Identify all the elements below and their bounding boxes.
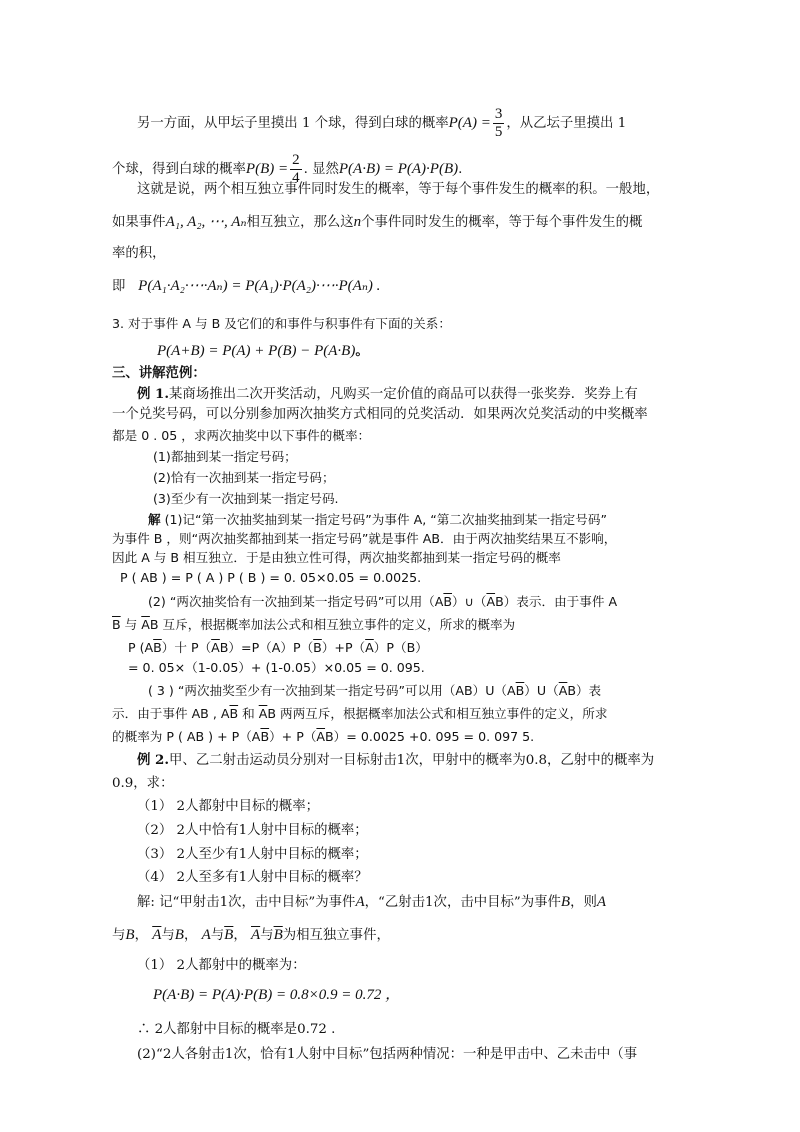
intro-text: . 显然: [303, 162, 339, 177]
event-b: B: [174, 927, 184, 943]
solution-text: 的概率为 P ( AB ) + P（A: [112, 729, 261, 744]
formula-pb: P(B) =: [245, 161, 289, 177]
solution-text: B 互斥，根据概率加法公式和相互独立事件的定义，所求的概率为: [149, 617, 516, 632]
sol2-formula: P(A·B) = P(A)·P(B) = 0.8×0.9 = 0.72 ，: [153, 987, 401, 1003]
solution-text: ，: [233, 928, 247, 943]
intro-text: .: [458, 162, 463, 177]
event-b: B: [125, 927, 135, 943]
solution-text: ）十 P（: [161, 640, 212, 655]
sol2-line-3: （1） 2人都射中的概率为：: [137, 958, 306, 973]
intro-line-1: [137, 106, 626, 141]
sol2-line-1: [137, 893, 606, 912]
sol1-line-1: [148, 511, 607, 529]
solution-text: B）= 0.0025 +0. 095 = 0. 097 5.: [325, 729, 535, 744]
complement-a: $\overline{A}$: [258, 706, 268, 721]
complement-a: $\overline{A}$: [152, 927, 162, 943]
solution-text: 示．由于事件 AB , A: [112, 706, 230, 721]
sol1-line-8: = 0. 05×（1-0.05）+ (1-0.05）×0.05 = 0. 095.: [128, 660, 425, 675]
sol1-line-9: [148, 682, 601, 700]
example-1-label: 例 1.: [137, 386, 170, 402]
solution-text: ，: [183, 928, 198, 943]
complement-a: $\overline{A}$: [486, 594, 496, 609]
solution-text: 与: [112, 928, 126, 943]
solution-text: 为相互独立事件，: [282, 928, 390, 943]
solution-text: 和: [238, 706, 259, 721]
complement-b: $\overline{B}$: [273, 927, 283, 943]
intro-line-6: [112, 277, 380, 296]
sol2-line-6: (2)“2人各射击1次，恰有1人射中目标”包括两种情况：一种是甲击中、乙未击中（事: [137, 1047, 638, 1062]
complement-b: $\overline{B}$: [229, 706, 239, 721]
solution-text: 与: [260, 928, 274, 943]
solution-text: B）表示．由于事件 A: [495, 594, 618, 609]
solution-text: ，“乙射击1次，击中目标”为事件: [364, 895, 561, 910]
solution-text: ，则: [570, 895, 597, 910]
solution-text: ）∪（: [452, 594, 487, 609]
intro-line-3: 这就是说，两个相互独立事件同时发生的概率，等于每个事件发生的概率的积。一般地，: [137, 182, 660, 197]
complement-b: $\overline{B}$: [260, 729, 270, 744]
intro-text: 个事件同时发生的概率，等于每个事件发生的概: [361, 215, 643, 230]
formula-product-rule: P(A₁·A₂·⋯·Aₙ) = P(A₁)·P(A₂)·⋯·P(Aₙ) .: [138, 278, 381, 294]
numerator: 2: [292, 152, 300, 168]
rule-3-tail: 。: [355, 343, 369, 359]
complement-b: $\overline{B}$: [224, 927, 234, 943]
numerator: 3: [494, 106, 503, 122]
complement-a: $\overline{A}$: [141, 617, 150, 632]
solution-text: B 两两互斥，根据概率加法公式和相互独立事件的定义，所求: [267, 706, 608, 721]
rule-3-formula: [157, 342, 369, 361]
event-a: A: [201, 927, 211, 943]
ex1-line-1: [137, 385, 638, 404]
intro-text: 如果事件: [112, 215, 166, 230]
complement-a: $\overline{A}$: [211, 640, 220, 655]
complement-a: $\overline{A}$: [316, 729, 326, 744]
example-text: 某商场推出二次开奖活动，凡购买一定价值的商品可以获得一张奖券．奖券上有: [169, 387, 638, 402]
fraction-3-5: [493, 106, 505, 141]
event-b: B: [560, 894, 571, 910]
complement-b: $\overline{B}$: [112, 617, 121, 632]
solution-text: 与: [210, 928, 225, 943]
intro-text: 个球，得到白球的概率: [112, 162, 246, 177]
sol1-line-6: [112, 616, 515, 634]
solution-text: 解: 记“甲射击1次，击中目标”为事件: [137, 895, 356, 910]
ex1-question-1: (1)都抽到某一指定号码；: [153, 449, 297, 464]
intro-text: 另一方面，从甲坛子里摸出 1 个球，得到白球的概率: [137, 116, 449, 131]
formula-independence: P(A·B) = P(A)·P(B): [338, 161, 459, 177]
ex2-line-2: 0.9，求：: [112, 776, 174, 791]
complement-a: $\overline{A}$: [558, 683, 568, 698]
sol1-line-5: [148, 593, 617, 611]
ex2-question-1: （1） 2人都射中目标的概率；: [137, 799, 319, 814]
complement-b: $\overline{B}$: [443, 594, 453, 609]
intro-text: 即: [112, 279, 126, 294]
solution-text: 与: [120, 617, 142, 632]
sol1-line-7: [128, 639, 428, 657]
example-2-label: 例 2.: [137, 752, 170, 768]
sol1-line-4: P ( AB ) = P ( A ) P ( B ) = 0. 05×0.05 = 0.0025.: [120, 570, 422, 585]
example-text: 甲、乙二射击运动员分别对一目标射击1次，甲射中的概率为0.8，乙射中的概率为: [169, 753, 655, 768]
solution-text: B）表: [567, 683, 602, 698]
formula-n: n: [353, 214, 362, 230]
sol1-line-3: 因此 A 与 B 相互独立．于是由独立性可得，两次抽奖都抽到某一指定号码的概率: [112, 550, 561, 565]
ex2-line-1: [137, 751, 654, 770]
sol2-line-2: [112, 926, 390, 945]
solution-text: ）+P（: [321, 640, 366, 655]
rule-3-text: 3. 对于事件 A 与 B 及它们的和事件与积事件有下面的关系：: [112, 316, 451, 331]
solution-text: ）U（: [524, 683, 559, 698]
solution-label: 解: [148, 512, 161, 527]
complement-b: $\overline{B}$: [313, 640, 322, 655]
sol1-line-2: 为事件 B ，则“两次抽奖都抽到某一指定号码”就是事件 AB．由于两次抽奖结果互不影响，: [112, 531, 617, 546]
ex1-question-3: (3)至少有一次抽到某一指定号码.: [153, 491, 339, 506]
intro-line-5: 率的积，: [112, 246, 166, 261]
event-a: A: [355, 894, 365, 910]
solution-text: ，: [134, 928, 148, 943]
solution-text: (2) “两次抽奖恰有一次抽到某一指定号码”可以用（A: [148, 594, 444, 609]
ex2-question-4: （4） 2人至多有1人射中目标的概率？: [137, 870, 368, 885]
formula-sum-rule: P(A+B) = P(A) + P(B) − P(A·B): [157, 343, 356, 359]
event-a: A: [596, 894, 607, 910]
complement-b: $\overline{B}$: [153, 640, 162, 655]
intro-line-4: [112, 213, 642, 232]
section-heading: 三、讲解范例：: [112, 365, 206, 381]
ex1-question-2: (2)恰有一次抽到某一指定号码；: [153, 470, 335, 485]
ex1-line-2: 一个兑奖号码，可以分别参加两次抽奖方式相同的兑奖活动．如果两次兑奖活动的中奖概率: [112, 407, 648, 422]
solution-text: ( 3 ) “两次抽奖至少有一次抽到某一指定号码”可以用（AB）U（A: [148, 683, 516, 698]
solution-text: P (A: [128, 640, 154, 655]
formula-events: A₁, A₂, ⋯, Aₙ: [165, 214, 247, 230]
denominator: 4: [292, 170, 300, 186]
intro-text: 相互独立，那么这: [246, 215, 354, 230]
ex1-line-3: 都是 0 . 05 ，求两次抽奖中以下事件的概率：: [112, 428, 371, 443]
ex2-question-3: （3） 2人至少有1人射中目标的概率；: [137, 847, 368, 862]
solution-text: 与: [161, 928, 175, 943]
sol2-line-5: ∴ 2人都射中目标的概率是0.72 .: [137, 1022, 336, 1037]
solution-text: B）=P（A）P（: [219, 640, 314, 655]
complement-a: $\overline{A}$: [251, 927, 261, 943]
complement-a: $\overline{A}$: [365, 640, 374, 655]
denominator: 5: [494, 124, 503, 140]
ex2-question-2: （2） 2人中恰有1人射中目标的概率；: [137, 823, 368, 838]
solution-text: ）P（B）: [373, 640, 428, 655]
solution-text: (1)记“第一次抽奖抽到某一指定号码”为事件 A, “第二次抽奖抽到某一指定号码”: [160, 512, 607, 527]
formula-pa: P(A) =: [448, 115, 491, 131]
intro-text: ，从乙坛子里摸出 1: [506, 116, 627, 131]
sol1-line-10: [112, 705, 607, 723]
sol1-line-11: [112, 728, 534, 746]
complement-b: $\overline{B}$: [515, 683, 525, 698]
solution-text: ）+ P（: [269, 729, 317, 744]
